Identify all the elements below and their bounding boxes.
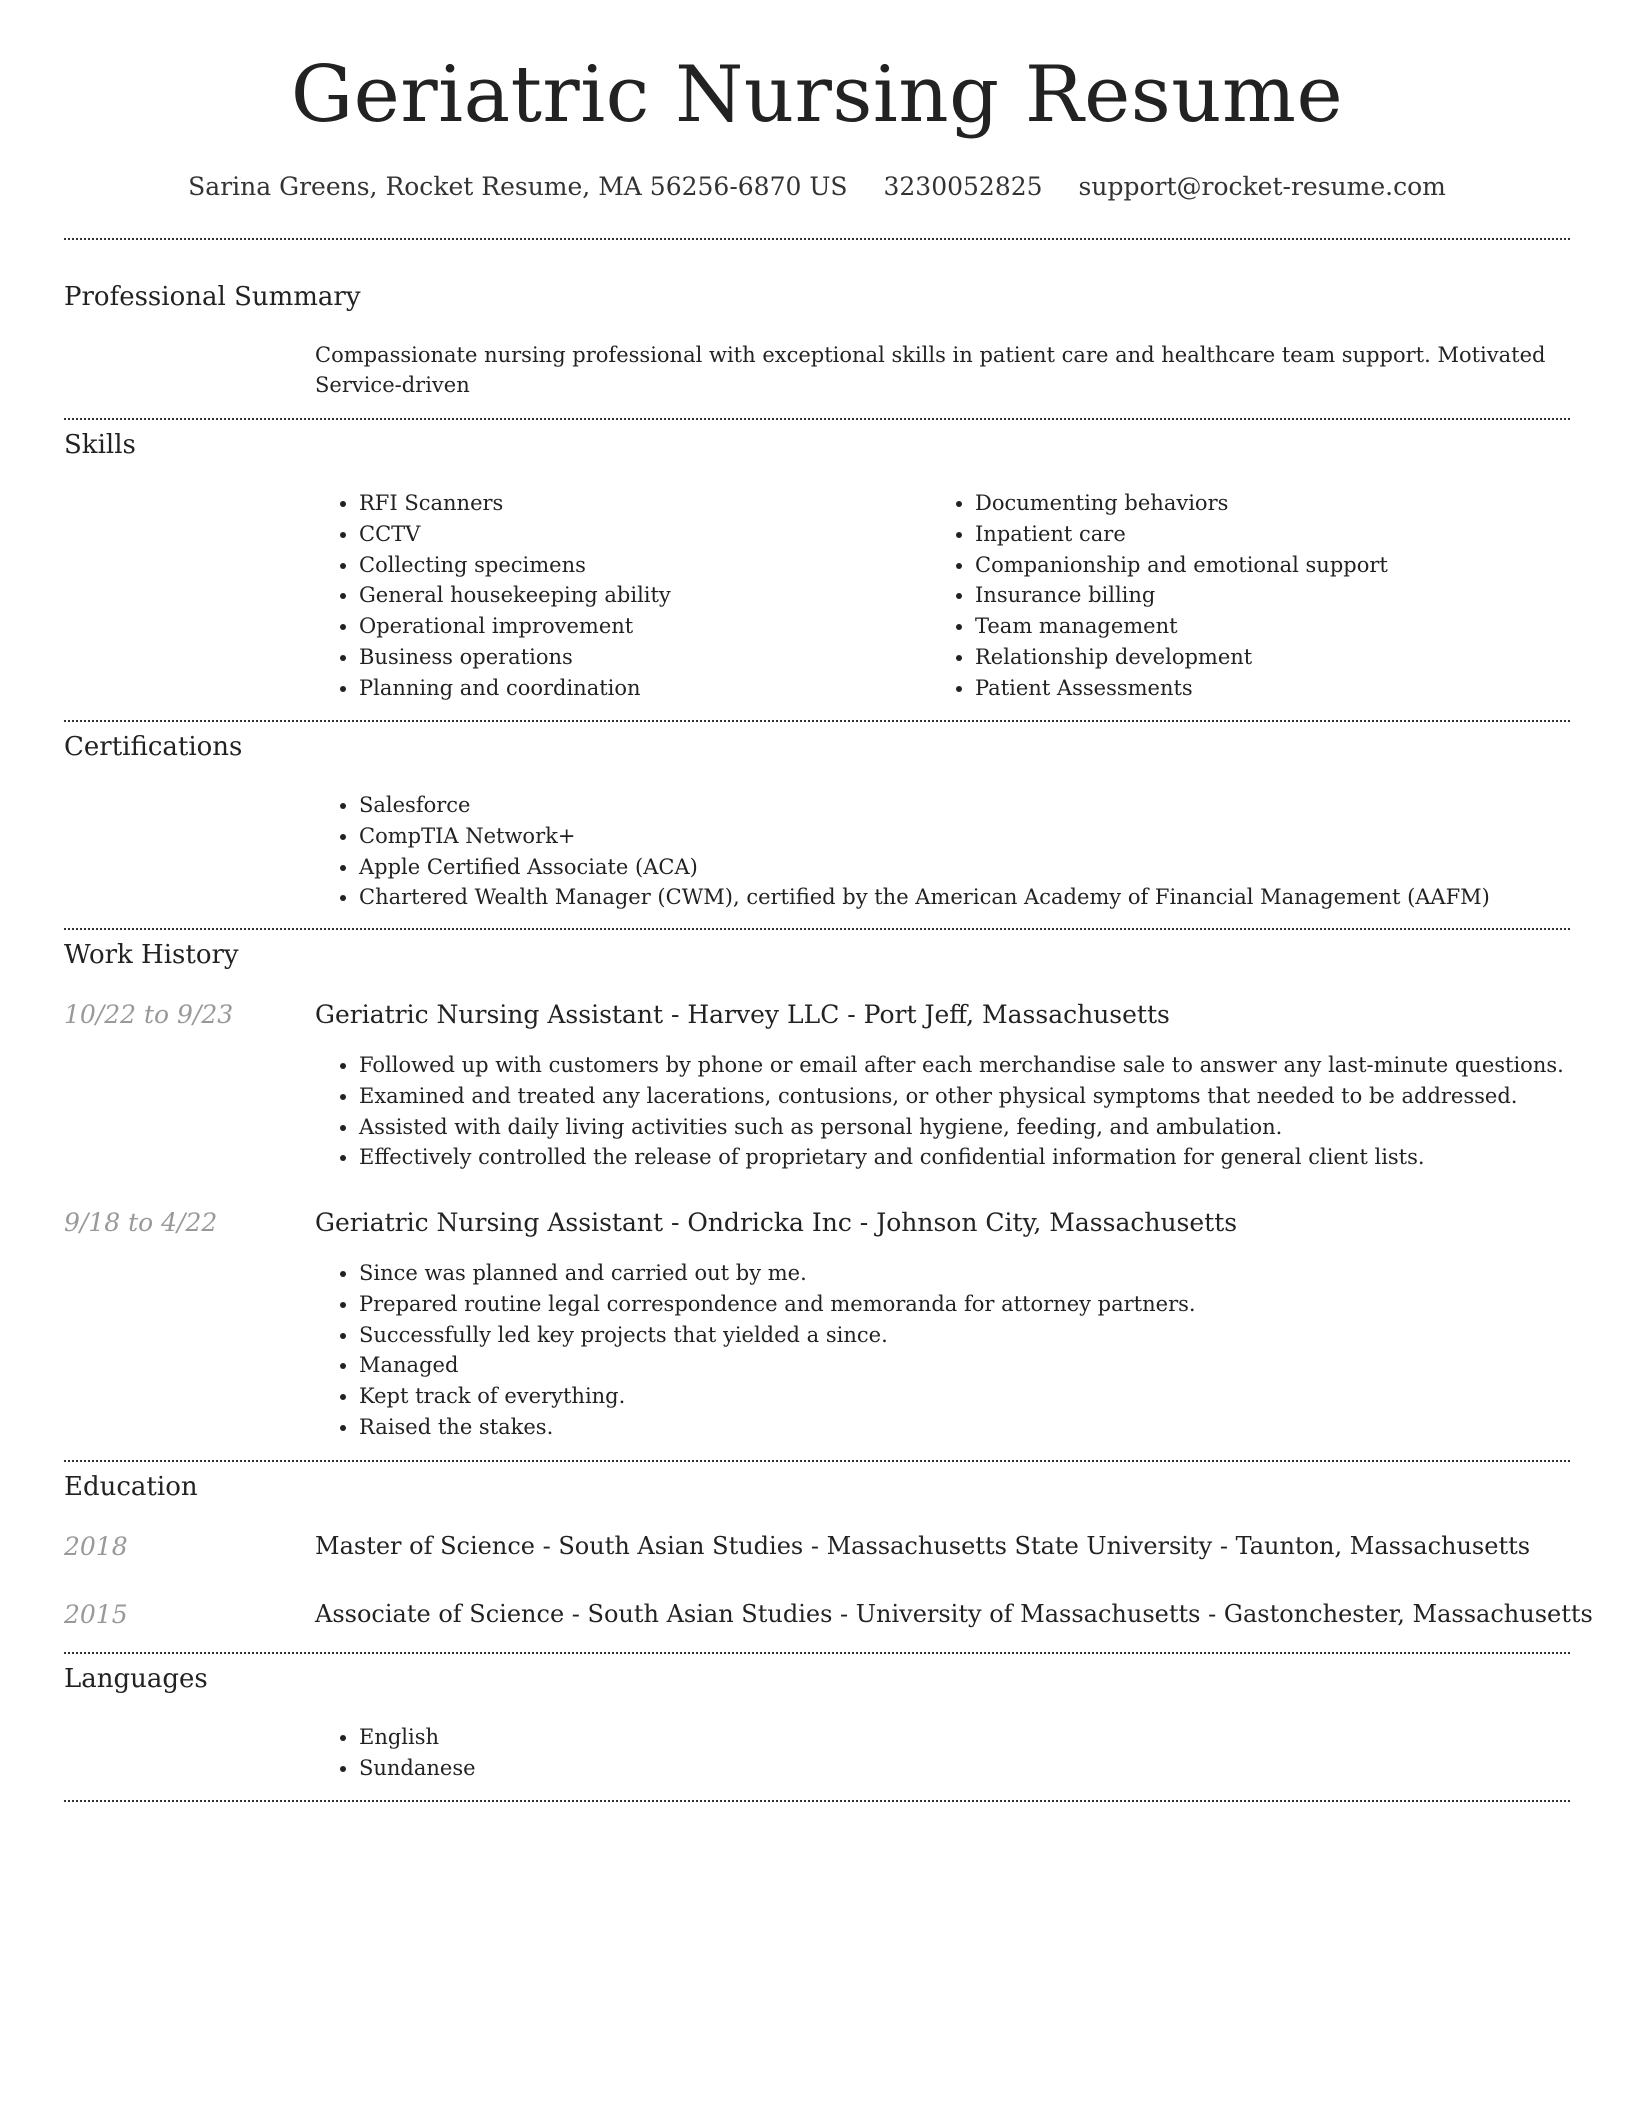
- list-item: • Insurance billing: [975, 580, 1551, 611]
- list-item: • Team management: [975, 611, 1551, 642]
- list-item: • Business operations: [359, 642, 915, 673]
- divider: [64, 1652, 1570, 1654]
- divider: [64, 720, 1570, 722]
- list-item: • Kept track of everything.: [359, 1381, 1565, 1412]
- list-item: • Relationship development: [975, 642, 1551, 673]
- contact-phone: 3230052825: [883, 172, 1043, 201]
- list-item: • Prepared routine legal correspondence and memoranda for attorney partners.: [359, 1289, 1565, 1320]
- list-item: • Successfully led key projects that yielded a since.: [359, 1320, 1565, 1351]
- list-item: • Inpatient care: [975, 519, 1551, 550]
- job-dates: 10/22 to 9/23: [64, 1000, 234, 1029]
- list-item: • Effectively controlled the release of proprietary and confidential information for general client lists.: [359, 1142, 1565, 1173]
- list-item: • Companionship and emotional support: [975, 550, 1551, 581]
- divider: [64, 928, 1570, 930]
- list-item: • Planning and coordination: [359, 673, 915, 704]
- job-dates: 9/18 to 4/22: [64, 1208, 218, 1237]
- list-item: • Followed up with customers by phone or email after each merchandise sale to answer any last-minute questions.: [359, 1050, 1565, 1081]
- job-title: Geriatric Nursing Assistant - Harvey LLC - Port Jeff, Massachusetts: [315, 1000, 1170, 1029]
- list-item: • Operational improvement: [359, 611, 915, 642]
- list-item: • Raised the stakes.: [359, 1412, 1565, 1443]
- list-item: • Chartered Wealth Manager (CWM), certified by the American Academy of Financial Management (AAFM): [359, 882, 1565, 913]
- list-item: • RFI Scanners: [359, 488, 915, 519]
- certifications-list: [315, 790, 1565, 913]
- list-item: • Assisted with daily living activities such as personal hygiene, feeding, and ambulation.: [359, 1112, 1565, 1143]
- job-bullets: [315, 1050, 1565, 1173]
- list-item: • Examined and treated any lacerations, contusions, or other physical symptoms that needed to be addressed.: [359, 1081, 1565, 1112]
- list-item: • Documenting behaviors: [975, 488, 1551, 519]
- education-year: 2018: [64, 1532, 128, 1561]
- list-item: • CompTIA Network+: [359, 821, 1565, 852]
- contact-address: Sarina Greens, Rocket Resume, MA 56256-6870 US: [188, 172, 848, 201]
- list-item: • English: [359, 1722, 1565, 1753]
- list-item: • CCTV: [359, 519, 915, 550]
- contact-line: [64, 172, 1570, 201]
- certifications-heading: Certifications: [64, 732, 243, 762]
- list-item: • Patient Assessments: [975, 673, 1551, 704]
- list-item: • Since was planned and carried out by me.: [359, 1258, 1565, 1289]
- summary-text: Compassionate nursing professional with exceptional skills in patient care and healthcare team support. Motivated Service-driven: [315, 343, 1546, 397]
- list-item: • Managed: [359, 1350, 1565, 1381]
- summary-heading: Professional Summary: [64, 282, 361, 312]
- education-year: 2015: [64, 1600, 128, 1629]
- languages-heading: Languages: [64, 1664, 208, 1694]
- education-title: Master of Science - South Asian Studies - Massachusetts State University - Taunton, Massachusetts: [315, 1532, 1531, 1560]
- skills-list-right: [931, 488, 1551, 704]
- list-item: • Collecting specimens: [359, 550, 915, 581]
- divider: [64, 238, 1570, 240]
- job-title: Geriatric Nursing Assistant - Ondricka Inc - Johnson City, Massachusetts: [315, 1208, 1238, 1237]
- list-item: • General housekeeping ability: [359, 580, 915, 611]
- education-title: Associate of Science - South Asian Studies - University of Massachusetts - Gastonchester, Massachusetts: [315, 1600, 1593, 1628]
- divider: [64, 1460, 1570, 1462]
- divider: [64, 1800, 1570, 1802]
- list-item: • Salesforce: [359, 790, 1565, 821]
- contact-email: support@rocket-resume.com: [1078, 172, 1446, 201]
- list-item: • Apple Certified Associate (ACA): [359, 852, 1565, 883]
- skills-heading: Skills: [64, 430, 136, 460]
- job-bullets: [315, 1258, 1565, 1443]
- skills-list-left: [315, 488, 915, 704]
- divider: [64, 418, 1570, 420]
- list-item: • Sundanese: [359, 1753, 1565, 1784]
- education-heading: Education: [64, 1472, 198, 1502]
- work-heading: Work History: [64, 940, 239, 970]
- languages-list: [315, 1722, 1565, 1784]
- page-title: Geriatric Nursing Resume: [290, 50, 1344, 140]
